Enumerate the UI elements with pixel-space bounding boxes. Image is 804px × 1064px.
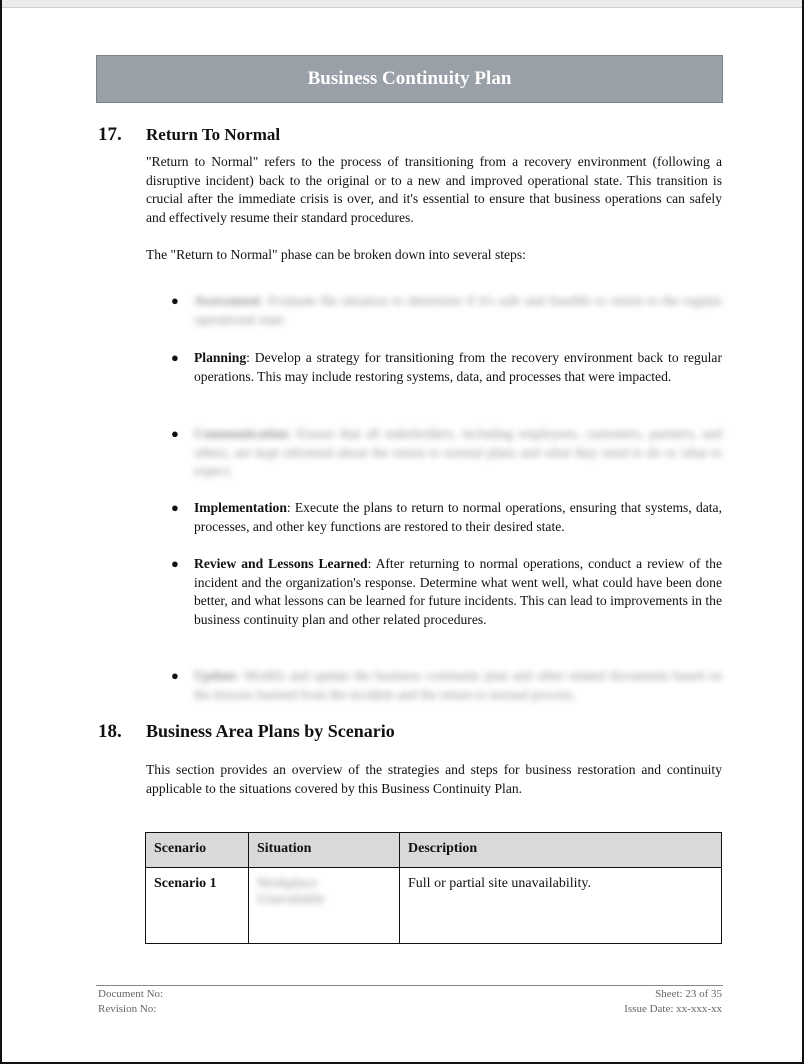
cell-description: Full or partial site unavailability. [400, 868, 722, 944]
cell-scenario: Scenario 1 [146, 868, 249, 944]
footer-left [98, 987, 163, 1017]
document-title: Business Continuity Plan [307, 68, 512, 89]
bullet-text: : Execute the plans to return to normal operations, ensuring that systems, data, processes, and other key functions are restored to their desired state. [194, 500, 722, 534]
section-17-heading [98, 124, 280, 146]
section-number: 18. [98, 721, 122, 742]
list-item-planning [146, 349, 722, 386]
sheet-number: Sheet: 23 of 35 [655, 988, 722, 1000]
redacted-text: Assessment: Evaluate the situation to determine if it's safe and feasible to return to the regular operational state. [194, 293, 722, 327]
section-title: Business Area Plans by Scenario [146, 721, 395, 741]
cell-situation [249, 868, 400, 944]
section-18-intro: This section provides an overview of the strategies and steps for business restoration and continuity applicable to the situations covered by this Business Continuity Plan. [146, 762, 722, 796]
bullet-term: Review and Lessons Learned [194, 556, 368, 571]
bullet-icon: ● [171, 426, 179, 441]
list-item-assessment [146, 292, 722, 329]
redacted-text: Communication: Ensure that all stakeholders, including employees, customers, partners, and others, are kept informed about the return to normal plans and what they need to do or what to expect. [194, 426, 722, 479]
list-item-review [146, 555, 722, 629]
list-item-implementation [146, 499, 722, 536]
bullet-text: : After returning to normal operations, conduct a review of the incident and the organization's response. Determine what went well, what could have been done better, and what lessons can be learned for future incidents. This can lead to improvements in the business continuity plan and other related procedures. [194, 556, 722, 627]
document-number-label: Document No: [98, 988, 164, 1000]
list-item-update [146, 667, 722, 704]
section-title: Return To Normal [146, 125, 281, 144]
revision-number-label: Revision No: [98, 1003, 157, 1015]
bullet-icon: ● [171, 350, 179, 365]
bullet-icon: ● [171, 500, 179, 515]
bullet-icon: ● [171, 556, 179, 571]
section-17-lead: The "Return to Normal" phase can be broken down into several steps: [146, 247, 526, 262]
section-18-heading [98, 721, 395, 743]
section-number: 17. [98, 124, 122, 145]
footer-right [624, 987, 722, 1017]
bullet-text: : Develop a strategy for transitioning from the recovery environment back to regular operations. This may include restoring systems, data, and processes that were impacted. [194, 350, 722, 384]
document-title-bar [96, 55, 723, 103]
list-item-communication [146, 425, 722, 481]
bullet-icon: ● [171, 668, 179, 683]
column-header-scenario: Scenario [146, 833, 249, 868]
table-row [146, 868, 722, 944]
section-17-intro: "Return to Normal" refers to the process of transitioning from a recovery environment (following a disruptive incident) back to the original or to a new and improved operational state. This transition is crucial after the immediate crisis is over, and it's essential to ensure that business operations can safely and effectively resume their standard procedures. [146, 154, 722, 225]
issue-date: Issue Date: xx-xxx-xx [624, 1003, 722, 1015]
redacted-text: Update: Modify and update the business continuity plan and other related documents based on the lessons learned from the incident and the return to normal process. [194, 668, 722, 702]
bullet-term: Planning [194, 350, 247, 365]
scenario-table [145, 832, 722, 944]
redacted-text: Workplace Unavailable [257, 876, 325, 907]
footer-divider [96, 985, 723, 986]
bullet-icon: ● [171, 293, 179, 308]
column-header-description: Description [400, 833, 722, 868]
table-header-row [146, 833, 722, 868]
column-header-situation: Situation [249, 833, 400, 868]
bullet-term: Implementation [194, 500, 287, 515]
